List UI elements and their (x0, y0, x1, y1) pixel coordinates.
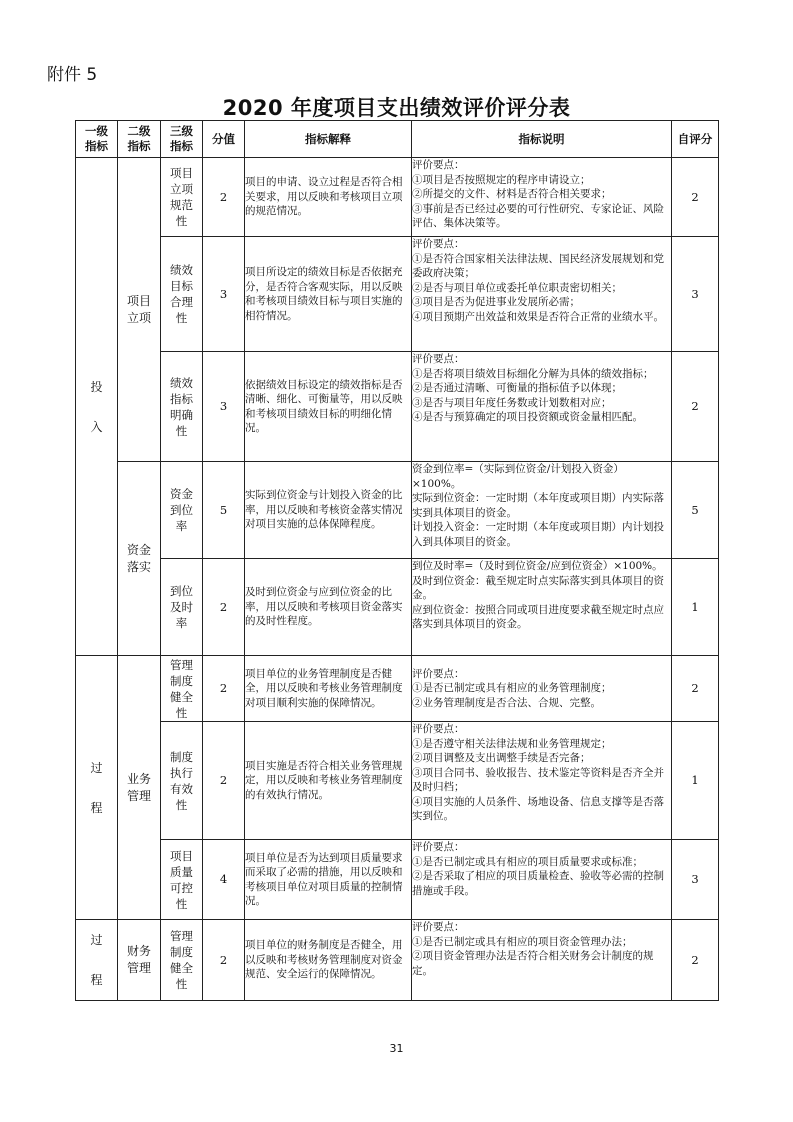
table-row (76, 462, 719, 559)
table-row (76, 656, 719, 722)
table-row (76, 559, 719, 656)
explanation-cell: 项目所设定的绩效目标是否依据充分，是否符合客观实际，用以反映和考核项目绩效目标与项目实施的相符情况。 (245, 237, 412, 352)
subgroup-funds: 资金 落实 (118, 462, 161, 656)
self-score-cell: 5 (672, 462, 719, 559)
self-score-cell: 1 (672, 559, 719, 656)
header-level2: 二级 指标 (118, 121, 161, 158)
self-score-cell: 2 (672, 352, 719, 462)
explanation-cell: 项目单位是否为达到项目质量要求而采取了必需的措施，用以反映和考核项目单位对项目质量的控制情况。 (245, 840, 412, 920)
level3-cell: 到位 及时 率 (161, 559, 203, 656)
level3-cell: 绩效 指标 明确 性 (161, 352, 203, 462)
points-cell: 3 (203, 237, 245, 352)
header-self-score: 自评分 (672, 121, 719, 158)
description-cell: 评价要点： ①是否已制定或具有相应的项目资金管理办法； ②项目资金管理办法是否符合相关财务会计制度的规定。 (412, 920, 672, 1001)
level3-cell: 管理 制度 健全 性 (161, 920, 203, 1001)
table-row (76, 352, 719, 462)
group-process: 过 程 (76, 656, 118, 920)
level3-cell: 管理 制度 健全 性 (161, 656, 203, 722)
attachment-label: 附件 5 (47, 65, 98, 85)
header-row (76, 121, 719, 158)
table-row (76, 158, 719, 237)
level3-cell: 制度 执行 有效 性 (161, 722, 203, 840)
header-level1: 一级 指标 (76, 121, 118, 158)
description-cell: 评价要点： ①是否已制定或具有相应的业务管理制度； ②业务管理制度是否合法、合规、完整。 (412, 656, 672, 722)
group-input: 投 入 (76, 158, 118, 656)
points-cell: 2 (203, 722, 245, 840)
description-cell: 评价要点： ①是否遵守相关法律法规和业务管理规定； ②项目调整及支出调整手续是否完备； ③项目合同书、验收报告、技术鉴定等资料是否齐全并及时归档； ④项目实施的人员条件、场地设备、信息支撑等是否落实到位。 (412, 722, 672, 840)
explanation-cell: 项目单位的业务管理制度是否健全，用以反映和考核业务管理制度对项目顺利实施的保障情况。 (245, 656, 412, 722)
level3-cell: 资金 到位 率 (161, 462, 203, 559)
explanation-cell: 项目的申请、设立过程是否符合相关要求，用以反映和考核项目立项的规范情况。 (245, 158, 412, 237)
page-number: 31 (389, 1042, 404, 1055)
points-cell: 2 (203, 920, 245, 1001)
points-cell: 2 (203, 559, 245, 656)
points-cell: 4 (203, 840, 245, 920)
self-score-cell: 1 (672, 722, 719, 840)
subgroup-finance-mgmt: 财务 管理 (118, 920, 161, 1001)
header-level3: 三级 指标 (161, 121, 203, 158)
self-score-cell: 3 (672, 840, 719, 920)
self-score-cell: 2 (672, 920, 719, 1001)
points-cell: 3 (203, 352, 245, 462)
header-explanation: 指标解释 (245, 121, 412, 158)
points-cell: 2 (203, 656, 245, 722)
description-cell: 资金到位率=（实际到位资金/计划投入资金）×100%。 实际到位资金：一定时期（本年度或项目期）内实际落实到具体项目的资金。 计划投入资金：一定时期（本年度或项目期）内计划投入到具体项目的资金。 (412, 462, 672, 559)
subgroup-project-setup: 项目 立项 (118, 158, 161, 462)
description-cell: 评价要点： ①是否符合国家相关法律法规、国民经济发展规划和党委政府决策； ②是否与项目单位或委托单位职责密切相关； ③项目是否为促进事业发展所必需； ④项目预期产出效益和效果是否符合正常的业绩水平。 (412, 237, 672, 352)
description-cell: 评价要点： ①项目是否按照规定的程序申请设立； ②所提交的文件、材料是否符合相关要求； ③事前是否已经过必要的可行性研究、专家论证、风险评估、集体决策等。 (412, 158, 672, 237)
description-cell: 到位及时率=（及时到位资金/应到位资金）×100%。 及时到位资金：截至规定时点实际落实到具体项目的资金。 应到位资金：按照合同或项目进度要求截至规定时点应落实到具体项目的资金。 (412, 559, 672, 656)
explanation-cell: 项目单位的财务制度是否健全，用以反映和考核财务管理制度对资金规范、安全运行的保障情况。 (245, 920, 412, 1001)
description-cell: 评价要点： ①是否已制定或具有相应的项目质量要求或标准； ②是否采取了相应的项目质量检查、验收等必需的控制措施或手段。 (412, 840, 672, 920)
self-score-cell: 2 (672, 158, 719, 237)
page-title: 2020 年度项目支出绩效评价评分表 (222, 96, 571, 120)
level3-cell: 项目 立项 规范 性 (161, 158, 203, 237)
description-cell: 评价要点： ①是否将项目绩效目标细化分解为具体的绩效指标； ②是否通过清晰、可衡量的指标值予以体现； ③是否与项目年度任务数或计划数相对应； ④是否与预算确定的项目投资额或资金量相匹配。 (412, 352, 672, 462)
header-points: 分值 (203, 121, 245, 158)
group-process-finance: 过 程 (76, 920, 118, 1001)
score-table (75, 120, 719, 1001)
self-score-cell: 3 (672, 237, 719, 352)
table-row (76, 920, 719, 1001)
header-description: 指标说明 (412, 121, 672, 158)
subgroup-business-mgmt: 业务 管理 (118, 656, 161, 920)
self-score-cell: 2 (672, 656, 719, 722)
explanation-cell: 依据绩效目标设定的绩效指标是否清晰、细化、可衡量等，用以反映和考核项目绩效目标的明细化情况。 (245, 352, 412, 462)
table-row (76, 722, 719, 840)
explanation-cell: 及时到位资金与应到位资金的比率，用以反映和考核项目资金落实的及时性程度。 (245, 559, 412, 656)
explanation-cell: 实际到位资金与计划投入资金的比率，用以反映和考核资金落实情况对项目实施的总体保障程度。 (245, 462, 412, 559)
explanation-cell: 项目实施是否符合相关业务管理规定，用以反映和考核业务管理制度的有效执行情况。 (245, 722, 412, 840)
points-cell: 2 (203, 158, 245, 237)
table-row (76, 840, 719, 920)
level3-cell: 项目 质量 可控 性 (161, 840, 203, 920)
level3-cell: 绩效 目标 合理 性 (161, 237, 203, 352)
points-cell: 5 (203, 462, 245, 559)
table-row (76, 237, 719, 352)
